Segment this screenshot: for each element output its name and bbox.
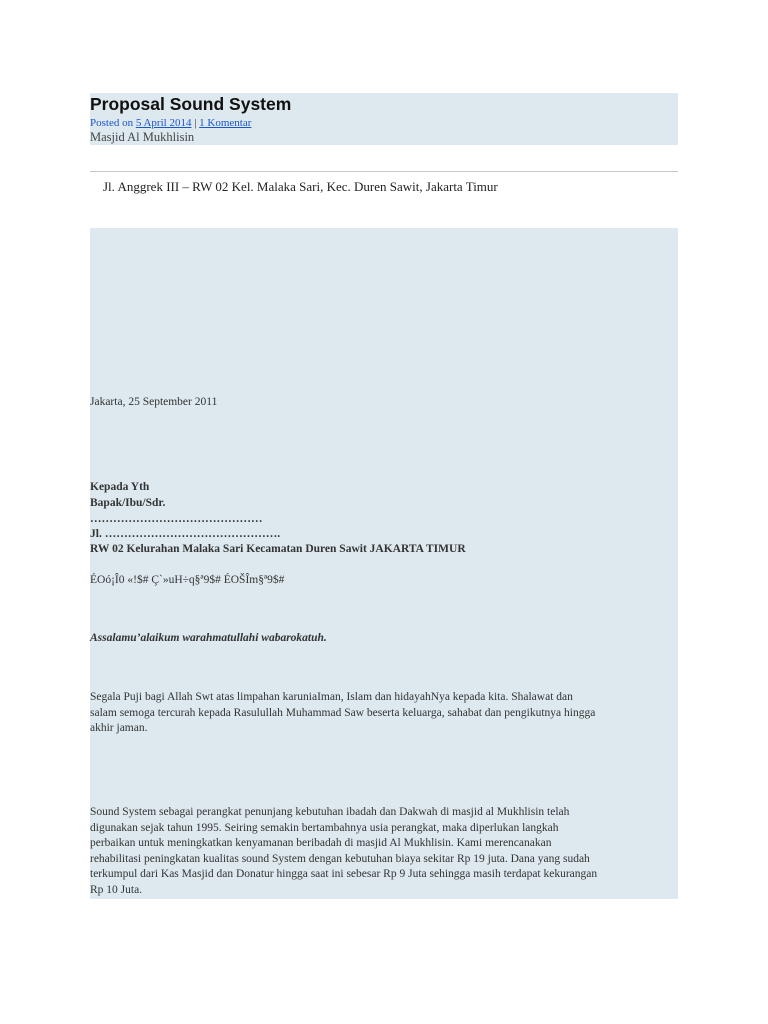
paragraph-2-line: Sound System sebagai perangkat penunjang kebutuhan ibadah dan Dakwah di masjid al Mukhlisin telah: [90, 806, 570, 818]
paragraph-2-line: perbaikan untuk meningkatkan kenyamanan beribadah di masjid Al Mukhlisin. Kami merencanakan: [90, 837, 552, 849]
letter-date: Jakarta, 25 September 2011: [90, 396, 218, 408]
greeting: Assalamu’alaikum warahmatullahi wabarokatuh.: [90, 632, 327, 644]
recipient-line-5: RW 02 Kelurahan Malaka Sari Kecamatan Duren Sawit JAKARTA TIMUR: [90, 543, 466, 555]
paragraph-2-line: rehabilitasi peningkatan kualitas sound System dengan kebutuhan biaya sekitar Rp 19 juta. Dana yang sudah: [90, 852, 590, 865]
posted-on-label: Posted on: [90, 117, 136, 129]
paragraph-1: [90, 690, 680, 737]
paragraph-2-line: terkumpul dari Kas Masjid dan Donatur hingga saat ini sebesar Rp 9 Juta sehingga masih terdapat kekurangan: [90, 868, 598, 880]
paragraph-2-line: digunakan sejak tahun 1995. Seiring semakin bertambahnya usia perangkat, maka diperlukan langkah: [90, 821, 559, 834]
paragraph-1-line: akhir jaman.: [90, 722, 148, 734]
paragraph-1-line: Segala Puji bagi Allah Swt atas limpahan karuniaIman, Islam dan hidayahNya kepada kita. Shalawat dan: [90, 691, 573, 703]
post-meta: [90, 117, 251, 129]
paragraph-1-line: salam semoga tercurah kepada Rasulullah Muhammad Saw beserta keluarga, sahabat dan pengikutnya hingga: [90, 706, 596, 719]
divider: [90, 171, 678, 172]
garbled-arabic-line: ÉOó¡Î0 «!$# Ç`»uH÷q§ª9$# ÉOŠÎm§ª9$#: [90, 574, 285, 586]
paragraph-2-line: Rp 10 Juta.: [90, 883, 143, 896]
recipient-line-2: Bapak/Ibu/Sdr.: [90, 497, 166, 509]
letter-body-panel: [90, 228, 678, 899]
meta-separator: |: [191, 117, 200, 129]
post-title: Proposal Sound System: [90, 94, 292, 114]
paragraph-2: [90, 805, 680, 898]
recipient-line-4: Jl. ……………………………………….: [90, 528, 281, 540]
recipient-line-3: ………………………………………: [90, 513, 263, 525]
post-date-link[interactable]: 5 April 2014: [135, 117, 192, 129]
recipient-line-1: Kepada Yth: [90, 481, 150, 493]
comments-link[interactable]: 1 Komentar: [199, 117, 252, 129]
address-line: Jl. Anggrek III – RW 02 Kel. Malaka Sari, Kec. Duren Sawit, Jakarta Timur: [103, 179, 498, 194]
post-subtitle: Masjid Al Mukhlisin: [90, 130, 195, 144]
